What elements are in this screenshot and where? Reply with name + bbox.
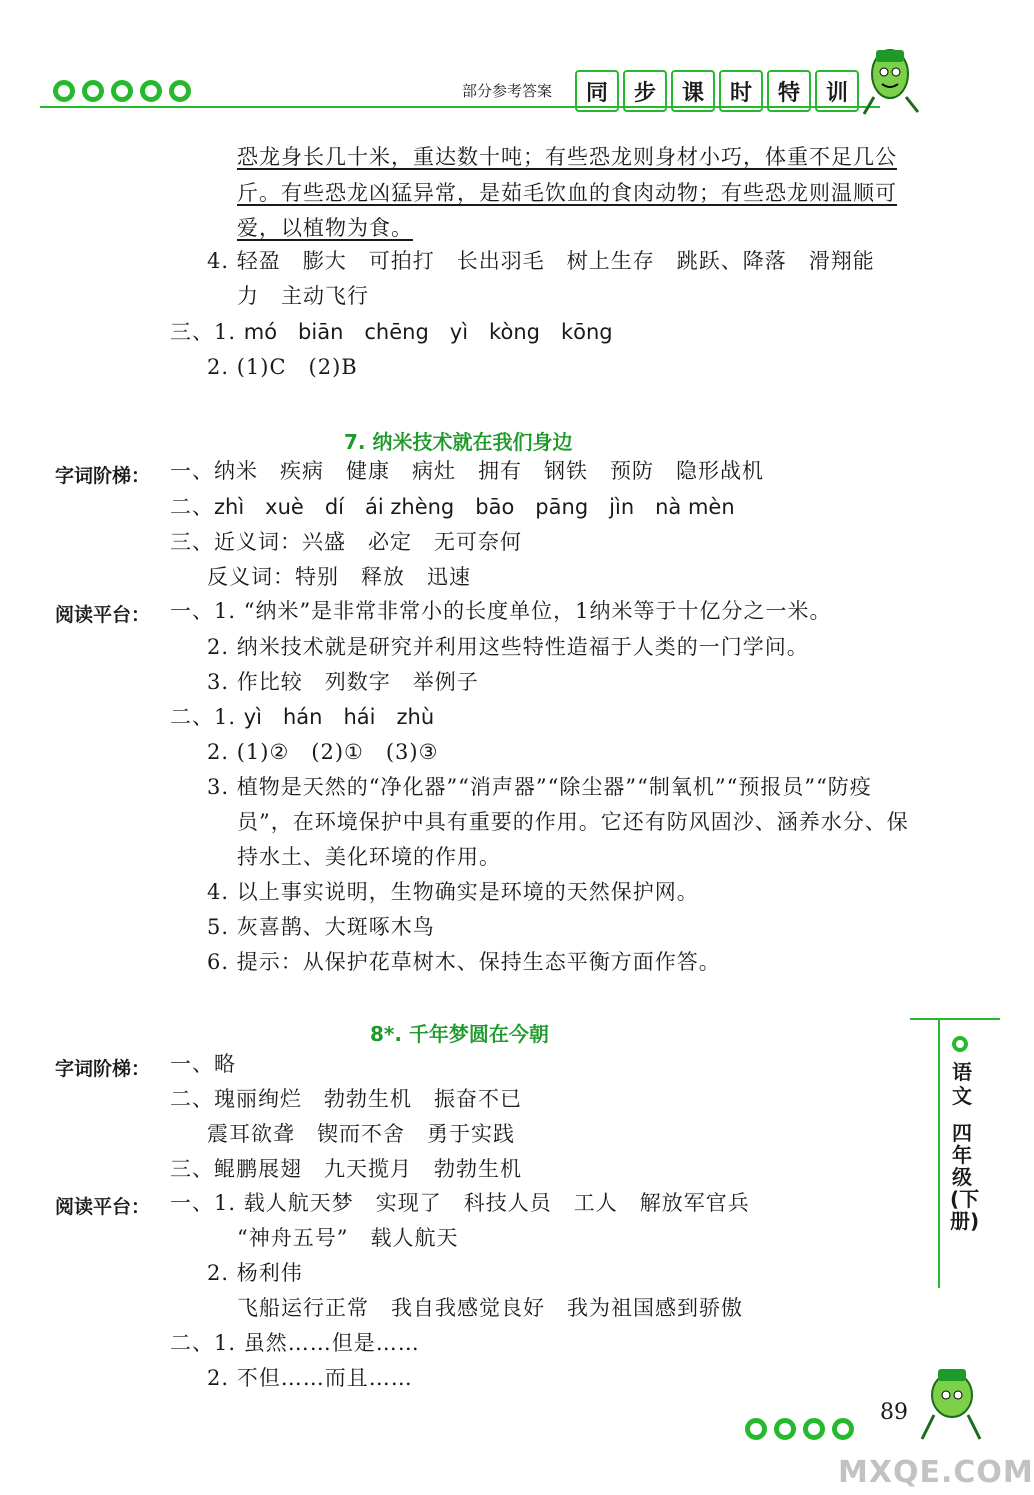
answer-label: 部分参考答案 — [462, 82, 553, 100]
answer-text: 3. 作比较 列数字 举例子 — [207, 670, 479, 694]
ring-decoration — [140, 80, 162, 102]
answer-text: 一、纳米 疾病 健康 病灶 拥有 钢铁 预防 隐形战机 — [170, 459, 764, 483]
mascot-footer-icon — [910, 1355, 990, 1445]
answer-text: 斤。有些恐龙凶猛异常，是茹毛饮血的食肉动物；有些恐龙则温顺可 — [237, 181, 897, 205]
pinyin-answer: yì hán hái zhù — [243, 705, 435, 729]
brand-char: 特 — [767, 70, 811, 112]
brand-char: 步 — [623, 70, 667, 112]
watermark: MXQE.COM — [838, 1455, 1034, 1490]
brand-char: 课 — [671, 70, 715, 112]
ring-decoration — [82, 80, 104, 102]
ring-decoration — [803, 1418, 825, 1440]
answer-text: 6. 提示：从保护花草树木、保持生态平衡方面作答。 — [207, 950, 721, 974]
section-label: 字词阶梯： — [55, 1058, 151, 1080]
item-number: 二、1. — [170, 705, 237, 729]
side-tab-grade: 四年级(下册) — [950, 1121, 980, 1233]
answer-text: 三、鲲鹏展翅 九天揽月 勃勃生机 — [170, 1157, 522, 1181]
answer-text: 恐龙身长几十米，重达数十吨；有些恐龙则身材小巧，体重不足几公 — [237, 145, 897, 169]
section-label: 字词阶梯： — [55, 465, 151, 487]
answer-text: “神舟五号” 载人航天 — [237, 1226, 459, 1250]
answer-text: 2. 杨利伟 — [207, 1261, 303, 1285]
answer-text — [170, 494, 735, 520]
answer-text: 力 主动飞行 — [237, 284, 369, 308]
ring-decoration — [111, 80, 133, 102]
item-number: 二、 — [170, 495, 214, 519]
lesson-title: 7. 纳米技术就在我们身边 — [344, 430, 573, 454]
ring-decoration — [745, 1418, 767, 1440]
pinyin-answer: mó biān chēng yì kòng kōng — [243, 320, 613, 344]
answer-text: 爱，以植物为食。 — [237, 216, 413, 240]
answer-text: 震耳欲聋 锲而不舍 勇于实践 — [207, 1122, 515, 1146]
answer-text: 2. (1)C (2)B — [207, 355, 358, 379]
lesson-title: 8*. 千年梦圆在今朝 — [370, 1022, 549, 1046]
ring-decoration — [774, 1418, 796, 1440]
answer-text: 一、略 — [170, 1052, 236, 1076]
answer-text: 4. 以上事实说明，生物确实是环境的天然保护网。 — [207, 880, 699, 904]
answer-text: 4. 轻盈 膨大 可拍打 长出羽毛 树上生存 跳跃、降落 滑翔能 — [207, 249, 875, 273]
ring-decoration — [832, 1418, 854, 1440]
answer-text: 员”，在环境保护中具有重要的作用。它还有防风固沙、涵养水分、保 — [237, 810, 909, 834]
answer-text: 二、瑰丽绚烂 勃勃生机 振奋不已 — [170, 1087, 522, 1111]
answer-text: 三、近义词：兴盛 必定 无可奈何 — [170, 530, 522, 554]
side-tab-subject: 语文 — [952, 1060, 972, 1108]
item-number: 三、1. — [170, 320, 237, 344]
section-label: 阅读平台： — [55, 604, 151, 626]
answer-text: 3. 植物是天然的“净化器”“消声器”“除尘器”“制氧机”“预报员”“防疫 — [207, 775, 872, 799]
answer-text: 2. 纳米技术就是研究并利用这些特性造福于人类的一门学问。 — [207, 635, 809, 659]
answer-text: 5. 灰喜鹊、大斑啄木鸟 — [207, 915, 435, 939]
ring-decoration — [53, 80, 75, 102]
answer-text: 飞船运行正常 我自我感觉良好 我为祖国感到骄傲 — [237, 1296, 743, 1320]
brand-char: 同 — [575, 70, 619, 112]
ring-decoration — [169, 80, 191, 102]
brand-char: 时 — [719, 70, 763, 112]
answer-text: 2. 不但……而且…… — [207, 1366, 413, 1390]
answer-text: 一、1. “纳米”是非常非常小的长度单位，1纳米等于十亿分之一米。 — [170, 599, 832, 623]
answer-text: 二、1. 虽然……但是…… — [170, 1331, 420, 1355]
mascot-icon — [860, 42, 930, 122]
answer-text: 持水土、美化环境的作用。 — [237, 845, 501, 869]
section-label: 阅读平台： — [55, 1196, 151, 1218]
brand-char: 训 — [815, 70, 859, 112]
answer-text — [170, 704, 434, 730]
brand-title — [575, 70, 859, 112]
answer-text: 反义词：特别 释放 迅速 — [207, 565, 471, 589]
answer-text: 一、1. 载人航天梦 实现了 科技人员 工人 解放军官兵 — [170, 1191, 750, 1215]
pinyin-answer: zhì xuè dí ái zhèng bāo pāng jìn nà mèn — [214, 495, 735, 519]
answer-text: 2. (1)② (2)① (3)③ — [207, 740, 439, 764]
side-tab-border — [938, 1018, 940, 1288]
side-tab-ring-icon — [952, 1036, 968, 1052]
answer-text — [170, 319, 613, 345]
page-number: 89 — [880, 1400, 908, 1425]
side-tab-rule — [910, 1018, 1000, 1020]
